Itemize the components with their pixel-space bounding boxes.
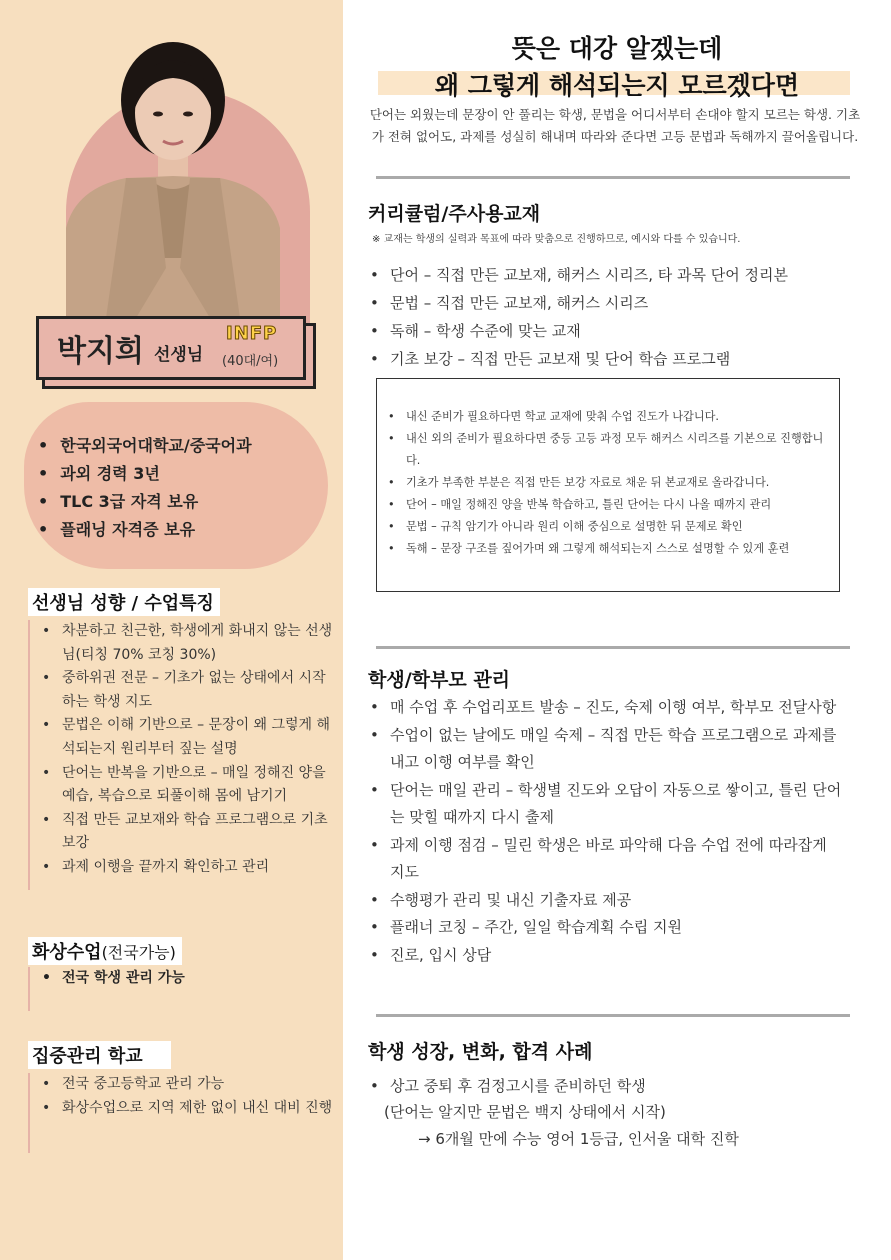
focus-school-heading: 집중관리 학교	[28, 1041, 171, 1069]
curriculum-heading: 커리큘럼/주사용교재	[368, 203, 541, 225]
list-item: • 기초 보강 – 직접 만든 교보재 및 단어 학습 프로그램	[370, 345, 788, 373]
credential-item: • TLC 3급 자격 보유	[38, 488, 252, 516]
credentials-list	[38, 432, 252, 544]
mbti-badge: INFP	[226, 323, 278, 344]
credential-item: • 플래닝 자격증 보유	[38, 516, 252, 544]
curriculum-list	[370, 261, 788, 373]
list-item: • 기초가 부족한 부분은 직접 만든 보강 자료로 채운 뒤 본교재로 올라갑니다.	[388, 472, 824, 494]
list-item: • 수업이 없는 날에도 매일 숙제 – 직접 만든 학습 프로그램으로 과제를 내고 이행 여부를 확인	[370, 722, 844, 777]
credential-item: • 과외 경력 3년	[38, 460, 252, 488]
list-item: • 직접 만든 교보재와 학습 프로그램으로 기초 보강	[42, 809, 336, 856]
list-item: • 화상수업으로 지역 제한 없이 내신 대비 진행	[42, 1097, 336, 1121]
personality-body	[28, 620, 336, 890]
list-item: • 문법은 이해 기반으로 – 문장이 왜 그렇게 해석되는지 원리부터 짚는 설명	[42, 714, 336, 761]
list-item: • 과제 이행 점검 – 밀린 학생은 바로 파악해 다음 수업 전에 따라잡게 지도	[370, 832, 844, 887]
cases-heading: 학생 성장, 변화, 합격 사례	[368, 1041, 593, 1063]
teacher-title: 선생님	[153, 344, 204, 365]
list-item: • 중하위권 전문 – 기초가 없는 상태에서 시작하는 학생 지도	[42, 667, 336, 714]
list-item: • 수행평가 관리 및 내신 기출자료 제공	[370, 887, 844, 915]
curriculum-detail-box	[376, 378, 840, 592]
list-item: • 문법 – 직접 만든 교보재, 해커스 시리즈	[370, 289, 788, 317]
headline-line2: 왜 그렇게 해석되는지 모르겠다면	[434, 71, 800, 100]
online-class-body	[28, 967, 336, 1011]
divider	[376, 1014, 850, 1017]
list-item: • 전국 학생 관리 가능	[42, 967, 336, 991]
case-line3: → 6개월 만에 수능 영어 1등급, 인서울 대학 진학	[418, 1130, 739, 1148]
list-item: • 문법 – 규칙 암기가 아니라 원리 이해 중심으로 설명한 뒤 문제로 확인	[388, 516, 824, 538]
list-item: • 독해 – 문장 구조를 짚어가며 왜 그렇게 해석되는지 스스로 설명할 수 있게 훈련	[388, 538, 824, 560]
list-item: • 내신 외의 준비가 필요하다면 중등 고등 과정 모두 해커스 시리즈를 기본으로 진행합니다.	[388, 428, 824, 472]
personality-heading: 선생님 성향 / 수업특징	[28, 588, 220, 616]
list-item: • 단어 – 직접 만든 교보재, 해커스 시리즈, 타 과목 단어 정리본	[370, 261, 788, 289]
focus-school-body	[28, 1073, 336, 1153]
list-item: • 독해 – 학생 수준에 맞는 교재	[370, 317, 788, 345]
list-item: • 과제 이행을 끝까지 확인하고 관리	[42, 856, 336, 880]
teacher-photo	[66, 28, 280, 318]
teacher-name: 박지희	[57, 334, 144, 369]
list-item: • 매 수업 후 수업리포트 발송 – 진도, 숙제 이행 여부, 학부모 전달사항	[370, 694, 844, 722]
online-class-heading-sub: (전국가능)	[101, 943, 176, 962]
management-list	[370, 694, 844, 969]
list-item: • 단어는 매일 관리 – 학생별 진도와 오답이 자동으로 쌓이고, 틀린 단어는 맞힐 때까지 다시 출제	[370, 777, 844, 832]
list-item: • 단어는 반복을 기반으로 – 매일 정해진 양을 예습, 복습으로 되풀이해 몸에 남기기	[42, 762, 336, 809]
list-item: • 내신 준비가 필요하다면 학교 교재에 맞춰 수업 진도가 나갑니다.	[388, 406, 824, 428]
curriculum-note: ※ 교재는 학생의 실력과 목표에 따라 맞춤으로 진행하므로, 예시와 다를 수 있습니다.	[372, 234, 741, 245]
list-item: • 전국 중고등학교 관리 가능	[42, 1073, 336, 1097]
management-heading: 학생/학부모 관리	[368, 669, 511, 691]
divider	[376, 646, 850, 649]
list-item: • 진로, 입시 상담	[370, 942, 844, 970]
credential-item: • 한국외국어대학교/중국어과	[38, 432, 252, 460]
online-class-heading	[28, 937, 182, 965]
headline-intro: 단어는 외웠는데 문장이 안 풀리는 학생, 문법을 어디서부터 손대야 할지 모르는 학생. 기초가 전혀 없어도, 과제를 성실히 해내며 따라와 준다면 고등 문법과 독해까지 끌어올립니다.	[369, 107, 861, 144]
case-line2: (단어는 알지만 문법은 백지 상태에서 시작)	[384, 1103, 666, 1121]
headline-line1: 뜻은 대강 알겠는데	[511, 34, 723, 63]
list-item: • 차분하고 친근한, 학생에게 화내지 않는 선생님(티칭 70% 코칭 30%)	[42, 620, 336, 667]
list-item: • 플래너 코칭 – 주간, 일일 학습계획 수립 지원	[370, 914, 844, 942]
divider	[376, 176, 850, 179]
case-line1: • 상고 중퇴 후 검정고시를 준비하던 학생	[370, 1073, 739, 1099]
list-item: • 단어 – 매일 정해진 양을 반복 학습하고, 틀린 단어는 다시 나올 때까지 관리	[388, 494, 824, 516]
case-study	[370, 1073, 739, 1153]
age-gender: (40대/여)	[222, 354, 279, 369]
online-class-heading-main: 화상수업	[32, 942, 102, 963]
